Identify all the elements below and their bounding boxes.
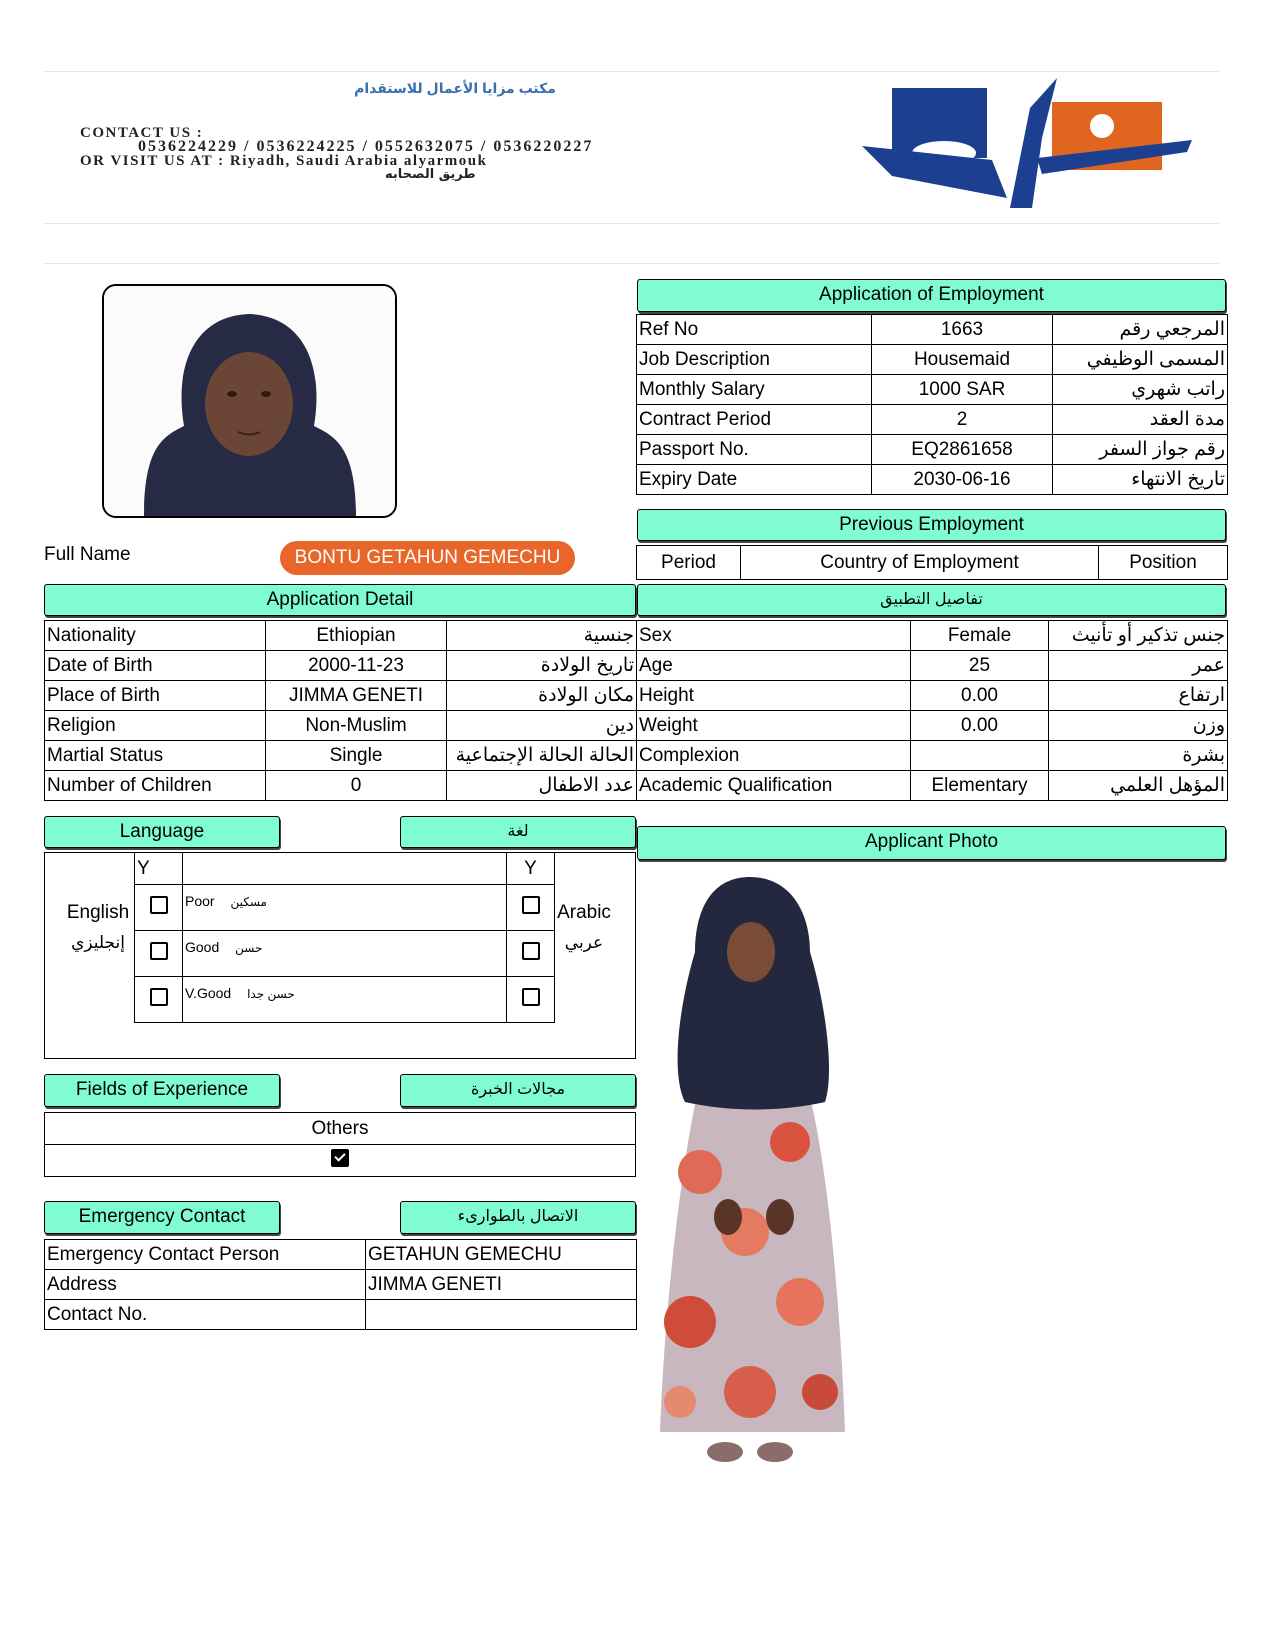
detail-row: [45, 711, 637, 741]
detail-row: [637, 621, 1228, 651]
experience-label-row: [45, 1113, 636, 1145]
employment-label: Passport No.: [637, 435, 872, 465]
level-header-blank: [183, 853, 507, 885]
detail-value: Female: [911, 621, 1049, 651]
detail-label-ar: الحالة الحالة الإجتماعية: [447, 741, 637, 771]
employment-value: Housemaid: [872, 345, 1053, 375]
office-name-arabic: مكتب مزايا الأعمال للاستقدام: [354, 80, 556, 96]
employment-label: Contract Period: [637, 405, 872, 435]
employment-label: Ref No: [637, 315, 872, 345]
level-good: [183, 931, 507, 977]
detail-row: [637, 771, 1228, 801]
detail-value: 0: [266, 771, 447, 801]
english-good-checkbox[interactable]: [150, 942, 168, 960]
detail-table-right: [636, 620, 1228, 801]
detail-value: [911, 741, 1049, 771]
detail-label: Academic Qualification: [637, 771, 911, 801]
visit-address: OR VISIT US AT : Riyadh, Saudi Arabia alyarmouk: [80, 153, 488, 169]
applicant-photo-header: Applicant Photo: [637, 826, 1226, 860]
english-label-ar: إنجليزي: [71, 933, 125, 952]
detail-label: Sex: [637, 621, 911, 651]
employment-label-ar: تاريخ الانتهاء: [1053, 465, 1228, 495]
detail-label: Place of Birth: [45, 681, 266, 711]
application-detail-header-ar: تفاصيل التطبيق: [637, 584, 1226, 616]
employment-label-ar: المرجعي رقم: [1053, 315, 1228, 345]
english-poor-checkbox[interactable]: [150, 896, 168, 914]
detail-row: [45, 651, 637, 681]
detail-label-ar: بشرة: [1049, 741, 1228, 771]
full-name-label: Full Name: [44, 544, 131, 565]
level-label-ar: حسن جدا: [247, 987, 295, 1001]
emergency-label: Emergency Contact Person: [45, 1240, 366, 1270]
level-poor: [183, 885, 507, 931]
application-of-employment-header: Application of Employment: [637, 279, 1226, 312]
level-label: Poor: [185, 893, 215, 909]
employment-row: [637, 375, 1228, 405]
detail-label-ar: وزن: [1049, 711, 1228, 741]
fields-of-experience-header-ar: مجالات الخبرة: [400, 1074, 636, 1107]
language-levels-table: [134, 852, 555, 1023]
application-detail-header: Application Detail: [44, 584, 636, 616]
detail-value: Elementary: [911, 771, 1049, 801]
column-country: Country of Employment: [741, 546, 1099, 580]
employment-row: [637, 435, 1228, 465]
language-header-ar: لغة: [400, 816, 636, 848]
column-period: Period: [637, 546, 741, 580]
arabic-y-header: Y: [507, 853, 555, 885]
detail-row: [45, 741, 637, 771]
emergency-contact-header-ar: الاتصال بالطوارىء: [400, 1201, 636, 1234]
experience-others-label: Others: [45, 1113, 636, 1145]
fields-of-experience-header: Fields of Experience: [44, 1074, 280, 1107]
emergency-value: GETAHUN GEMECHU: [366, 1240, 637, 1270]
detail-row: [637, 651, 1228, 681]
previous-employment-table: [636, 545, 1228, 580]
detail-label: Number of Children: [45, 771, 266, 801]
detail-value: Non-Muslim: [266, 711, 447, 741]
language-header-row: [135, 853, 555, 885]
level-label: V.Good: [185, 985, 232, 1001]
employment-row: [637, 345, 1228, 375]
previous-employment-header: Previous Employment: [637, 509, 1226, 541]
experience-check-row: [45, 1145, 636, 1177]
header-bottom-rule: [43, 223, 1219, 224]
level-label-ar: حسن: [235, 941, 263, 955]
arabic-good-checkbox[interactable]: [522, 942, 540, 960]
detail-label: Complexion: [637, 741, 911, 771]
employment-label: Job Description: [637, 345, 872, 375]
emergency-label: Address: [45, 1270, 366, 1300]
detail-value: JIMMA GENETI: [266, 681, 447, 711]
employment-label-ar: مدة العقد: [1053, 405, 1228, 435]
detail-label-ar: جنسية: [447, 621, 637, 651]
detail-row: [637, 741, 1228, 771]
detail-row: [45, 681, 637, 711]
detail-row: [45, 771, 637, 801]
detail-label: Age: [637, 651, 911, 681]
employment-label-ar: رقم جواز السفر: [1053, 435, 1228, 465]
employment-table: [636, 314, 1228, 495]
level-label: Good: [185, 939, 220, 955]
emergency-contact-table: [44, 1239, 637, 1330]
detail-label-ar: ارتفاع: [1049, 681, 1228, 711]
street-arabic: طريق الصحابه: [385, 167, 476, 182]
language-header: Language: [44, 816, 280, 848]
section-rule: [43, 263, 1219, 264]
employment-value: 2030-06-16: [872, 465, 1053, 495]
arabic-poor-checkbox[interactable]: [522, 896, 540, 914]
employment-row: [637, 465, 1228, 495]
emergency-value: JIMMA GENETI: [366, 1270, 637, 1300]
detail-label-ar: عدد الاطفال: [447, 771, 637, 801]
emergency-row: [45, 1270, 637, 1300]
experience-others-checkbox[interactable]: [331, 1149, 349, 1167]
detail-label-ar: دين: [447, 711, 637, 741]
employment-row: [637, 405, 1228, 435]
language-level-row: [135, 885, 555, 931]
company-logo: [862, 78, 1212, 218]
detail-label-ar: عمر: [1049, 651, 1228, 681]
english-y-header: Y: [135, 853, 183, 885]
detail-value: 2000-11-23: [266, 651, 447, 681]
detail-table-left: [44, 620, 637, 801]
employment-label-ar: راتب شهري: [1053, 375, 1228, 405]
column-position: Position: [1099, 546, 1228, 580]
detail-label-ar: مكان الولادة: [447, 681, 637, 711]
detail-label: Weight: [637, 711, 911, 741]
emergency-row: [45, 1240, 637, 1270]
employment-label: Expiry Date: [637, 465, 872, 495]
level-vgood: [183, 977, 507, 1023]
arabic-vgood-checkbox[interactable]: [522, 988, 540, 1006]
applicant-full-body-photo: [650, 872, 860, 1482]
employment-value: 2: [872, 405, 1053, 435]
level-label-ar: مسكين: [230, 895, 267, 909]
detail-label: Date of Birth: [45, 651, 266, 681]
detail-value: Single: [266, 741, 447, 771]
employment-label-ar: المسمى الوظيفي: [1053, 345, 1228, 375]
arabic-label-ar: عربي: [564, 933, 604, 952]
detail-label: Religion: [45, 711, 266, 741]
detail-label-ar: المؤهل العلمي: [1049, 771, 1228, 801]
emergency-contact-header: Emergency Contact: [44, 1201, 280, 1234]
detail-value: 0.00: [911, 711, 1049, 741]
contact-label: CONTACT US :: [80, 125, 204, 141]
portrait-photo: [102, 284, 397, 518]
detail-label: Height: [637, 681, 911, 711]
employment-value: EQ2861658: [872, 435, 1053, 465]
emergency-value: [366, 1300, 637, 1330]
full-name-value: BONTU GETAHUN GEMECHU: [280, 541, 575, 575]
detail-label-ar: تاريخ الولادة: [447, 651, 637, 681]
arabic-label: Arabic: [557, 902, 611, 923]
employment-label: Monthly Salary: [637, 375, 872, 405]
employment-value: 1663: [872, 315, 1053, 345]
english-vgood-checkbox[interactable]: [150, 988, 168, 1006]
emergency-row: [45, 1300, 637, 1330]
english-label: English: [66, 902, 130, 923]
detail-label: Nationality: [45, 621, 266, 651]
language-level-row: [135, 977, 555, 1023]
employment-value: 1000 SAR: [872, 375, 1053, 405]
employment-row: [637, 315, 1228, 345]
detail-value: 25: [911, 651, 1049, 681]
detail-row: [637, 711, 1228, 741]
header-top-rule: [43, 71, 1219, 72]
detail-value: Ethiopian: [266, 621, 447, 651]
language-level-row: [135, 931, 555, 977]
previous-employment-columns: [637, 546, 1228, 580]
portrait-image: [104, 286, 395, 516]
detail-row: [45, 621, 637, 651]
detail-value: 0.00: [911, 681, 1049, 711]
experience-table: [44, 1112, 636, 1177]
detail-label: Martial Status: [45, 741, 266, 771]
contact-block: [80, 126, 800, 182]
emergency-label: Contact No.: [45, 1300, 366, 1330]
contact-phones: 0536224229 / 0536224225 / 0552632075 / 0536220227: [138, 138, 594, 155]
detail-row: [637, 681, 1228, 711]
detail-label-ar: جنس تذكير أو تأنيث: [1049, 621, 1228, 651]
